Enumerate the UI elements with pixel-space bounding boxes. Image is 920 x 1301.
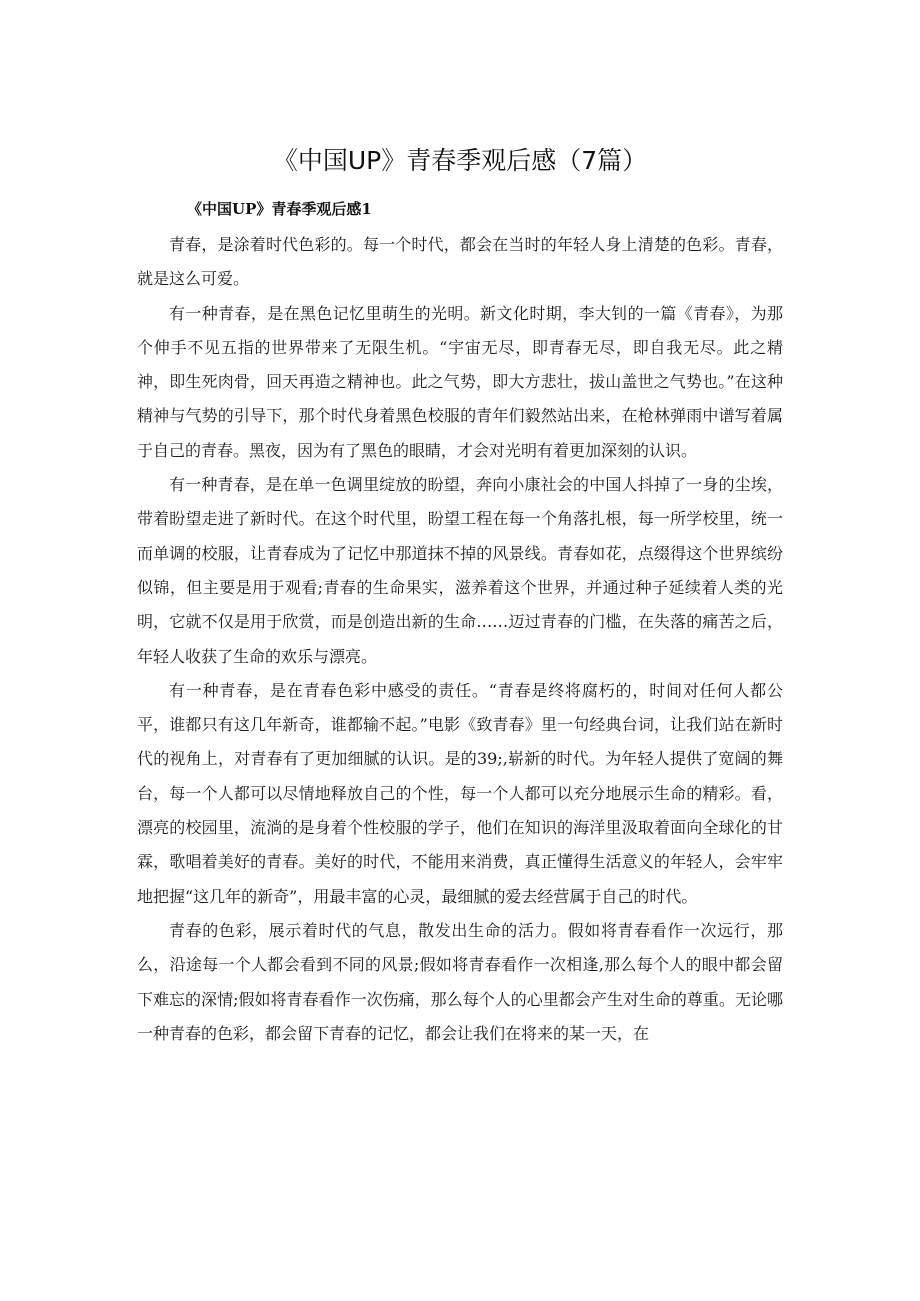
section-heading: 《中国UP》青春季观后感1: [187, 200, 372, 218]
paragraph: 青春，是涂着时代色彩的。每一个时代，都会在当时的年轻人身上清楚的色彩。青春，就是这么可爱。: [137, 235, 783, 289]
paragraph: 有一种青春，是在青春色彩中感受的责任。“青春是终将腐朽的，时间对任何人都公平，谁都只有这几年新奇，谁都输不起。”电影《致青春》里一句经典台词，让我们站在新时代的视角上，对青春有了更加细腻的认识。是的39;,崭新的时代。为年轻人提供了宽阔的舞台，每一个人都可以尽情地释放自己的个性，每一个人都可以充分地展示生命的精彩。看，漂亮的校园里，流淌的是身着个性校服的学子，他们在知识的海洋里汲取着面向全球化的甘霖，歌唱着美好的青春。美好的时代，不能用来消费，真正懂得生活意义的年轻人，会牢牢地把握“这几年的新奇”，用最丰富的心灵，最细腻的爱去经营属于自己的时代。: [137, 680, 783, 906]
paragraph: 有一种青春，是在黑色记忆里萌生的光明。新文化时期，李大钊的一篇《青春》，为那个伸手不见五指的世界带来了无限生机。“宇宙无尽，即青春无尽，即自我无尽。此之精神，即生死肉骨，回天再造之精神也。此之气势，即大方悲壮，拔山盖世之气势也。”在这种精神与气势的引导下，那个时代身着黑色校服的青年们毅然站出来，在枪林弹雨中谱写着属于自己的青春。黑夜，因为有了黑色的眼睛，才会对光明有着更加深刻的认识。: [137, 303, 783, 460]
paragraph: 青春的色彩，展示着时代的气息，散发出生命的活力。假如将青春看作一次远行，那么，沿途每一个人都会看到不同的风景;假如将青春看作一次相逢,那么每个人的眼中都会留下难忘的深情;假如将青春看作一次伤痛，那么每个人的心里都会产生对生命的尊重。无论哪一种青春的色彩，都会留下青春的记忆，都会让我们在将来的某一天，在: [137, 920, 783, 1043]
paragraph: 有一种青春，是在单一色调里绽放的盼望，奔向小康社会的中国人抖掉了一身的尘埃，带着盼望走进了新时代。在这个时代里，盼望工程在每一个角落扎根，每一所学校里，统一而单调的校服，让青春成为了记忆中那道抹不掉的风景线。青春如花，点缀得这个世界缤纷似锦，但主要是用于观看;青春的生命果实，滋养着这个世界，并通过种子延续着人类的光明，它就不仅是用于欣赏，而是创造出新的生命……迈过青春的门槛，在失落的痛苦之后，年轻人收获了生命的欢乐与漂亮。: [137, 475, 783, 666]
page-title: 《中国UP》青春季观后感（7篇）: [272, 146, 648, 175]
article-body: [137, 228, 783, 1051]
